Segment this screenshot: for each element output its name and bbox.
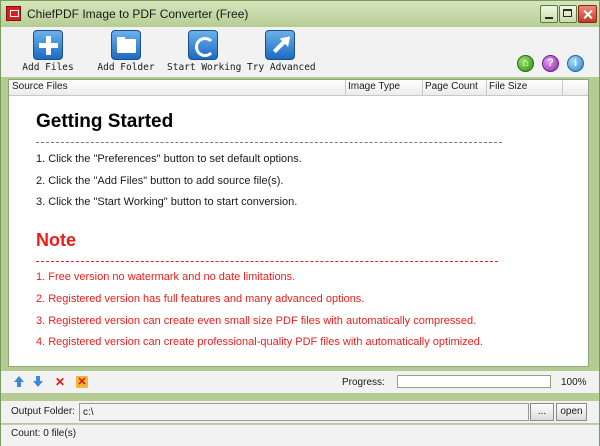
note-divider	[36, 261, 498, 262]
add-folder-icon	[111, 30, 141, 60]
remove-icon[interactable]: ✕	[55, 375, 66, 389]
start-working-label: Start Working	[167, 62, 242, 73]
column-file-size[interactable]: File Size	[489, 81, 528, 92]
instruction-step: 2. Click the "Add Files" button to add source file(s).	[36, 175, 284, 187]
progress-label: Progress:	[342, 377, 385, 388]
instruction-step: 1. Click the "Preferences" button to set default options.	[36, 153, 302, 165]
info-icon[interactable]: i	[567, 55, 584, 72]
add-files-label: Add Files	[22, 62, 74, 73]
instruction-step: 3. Click the "Start Working" button to start conversion.	[36, 196, 298, 208]
list-controls-bar	[1, 371, 599, 393]
start-working-button[interactable]	[167, 28, 242, 75]
toolbar	[1, 27, 599, 77]
file-count: Count: 0 file(s)	[11, 428, 77, 439]
app-logo-icon	[6, 6, 21, 21]
note-title: Note	[36, 230, 76, 250]
add-folder-label: Add Folder	[97, 62, 155, 73]
start-working-icon	[188, 30, 218, 60]
divider	[36, 142, 502, 143]
try-advanced-icon	[265, 30, 295, 60]
try-advanced-label: Try Advanced	[247, 62, 316, 73]
source-files-list[interactable]	[8, 79, 589, 367]
output-folder-label: Output Folder:	[11, 406, 75, 417]
list-header	[9, 80, 588, 96]
add-folder-button[interactable]	[97, 28, 155, 75]
close-button[interactable]	[578, 5, 597, 23]
column-source-files[interactable]: Source Files	[12, 81, 68, 92]
note-item: 2. Registered version has full features and many advanced options.	[36, 293, 365, 305]
title-bar[interactable]	[1, 1, 599, 27]
add-files-icon	[33, 30, 63, 60]
progress-bar	[397, 375, 551, 388]
progress-value: 100%	[561, 377, 587, 388]
arrow-down-icon[interactable]	[32, 376, 44, 388]
column-page-count[interactable]: Page Count	[425, 81, 478, 92]
output-folder-bar	[1, 401, 599, 423]
home-icon[interactable]: ⌂	[517, 55, 534, 72]
help-icon[interactable]: ?	[542, 55, 559, 72]
remove-all-icon[interactable]: ✕	[77, 376, 87, 388]
note-item: 1. Free version no watermark and no date limitations.	[36, 271, 296, 283]
note-item: 3. Registered version can create even small size PDF files with automatically compressed.	[36, 315, 477, 327]
getting-started-title: Getting Started	[36, 111, 174, 132]
maximize-button[interactable]	[559, 5, 577, 23]
column-image-type[interactable]: Image Type	[348, 81, 401, 92]
arrow-up-icon[interactable]	[13, 376, 25, 388]
status-bar	[1, 424, 599, 446]
minimize-button[interactable]	[540, 5, 558, 23]
open-folder-button[interactable]: open	[556, 403, 587, 421]
browse-button[interactable]: ...	[530, 403, 554, 421]
window-title: ChiefPDF Image to PDF Converter (Free)	[27, 7, 249, 21]
add-files-button[interactable]	[13, 28, 83, 75]
try-advanced-button[interactable]	[247, 28, 315, 75]
note-item: 4. Registered version can create professional-quality PDF files with automatically optimized.	[36, 336, 483, 348]
output-folder-field[interactable]: c:\	[79, 403, 529, 421]
